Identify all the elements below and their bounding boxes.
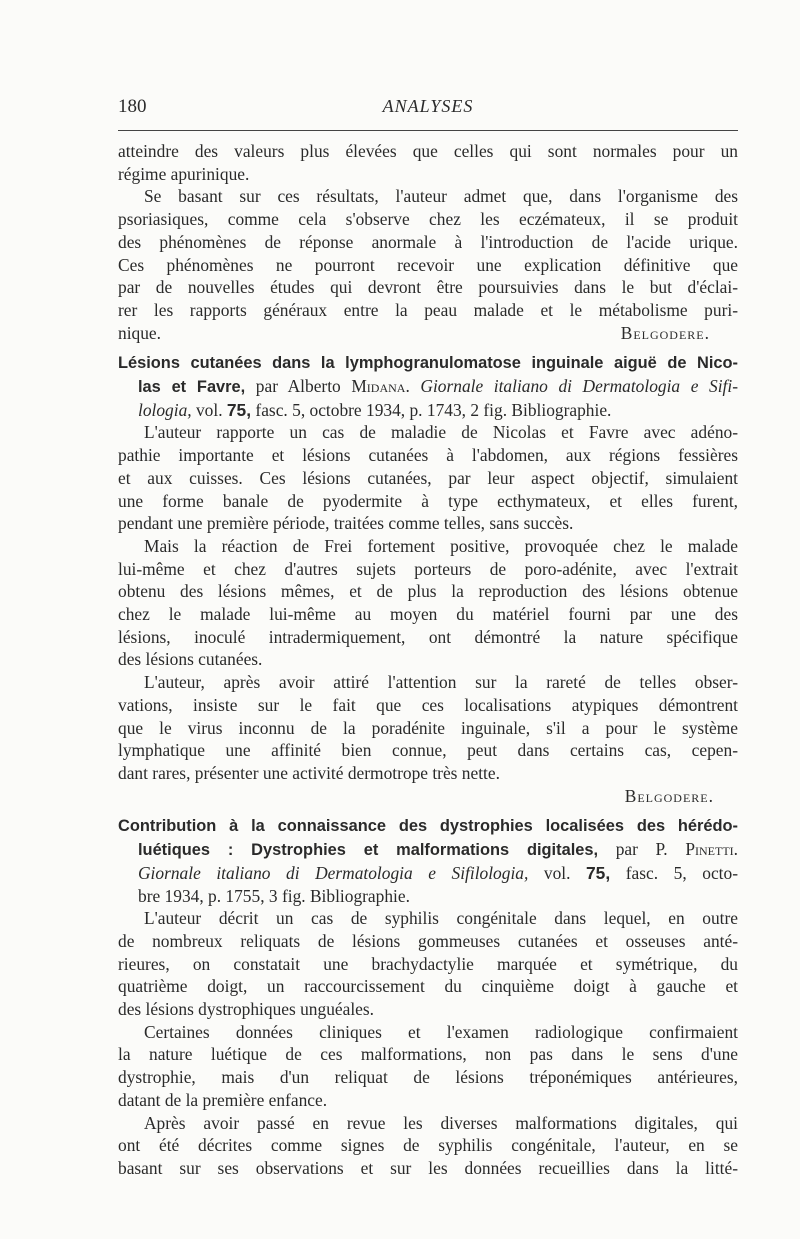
article-2-heading bbox=[118, 815, 738, 907]
text-fragment: par P. bbox=[598, 839, 686, 860]
citation-line bbox=[118, 862, 738, 885]
page-header bbox=[118, 96, 738, 122]
article-1-paragraph-1 bbox=[118, 421, 738, 535]
citation-line bbox=[118, 838, 738, 862]
text-line: de nombreux reliquats de lésions gommeuses cutanées et osseuses anté- bbox=[118, 930, 738, 951]
article-2-paragraph-1 bbox=[118, 907, 738, 1021]
text-line: L'auteur rapporte un cas de maladie de Nicolas et Favre avec adéno- bbox=[144, 422, 738, 443]
text-line: des lésions cutanées. bbox=[118, 649, 263, 670]
text-fragment: fasc. 5, octobre 1934, p. 1743, 2 fig. Bibliographie. bbox=[251, 399, 612, 420]
article-1-paragraph-2 bbox=[118, 535, 738, 671]
text-line: rer les rapports généraux entre la peau malade et le métabolisme puri- bbox=[118, 299, 738, 320]
text-line: des lésions dystrophiques unguéales. bbox=[118, 999, 374, 1020]
article-title: Contribution à la connaissance des dystrophies localisées des hérédo- bbox=[118, 817, 738, 836]
text-line: quatrième doigt, un raccourcissement du cinquième doigt à gauche et bbox=[118, 976, 738, 997]
article-1-paragraph-3 bbox=[118, 671, 738, 785]
text-line: Certaines données cliniques et l'examen radiologique confirmaient bbox=[144, 1021, 738, 1042]
text-line: datant de la première enfance. bbox=[118, 1089, 328, 1110]
text-line: régime apurinique. bbox=[118, 163, 250, 184]
text-line: obtenu des lésions mêmes, et de plus la reproduction des lésions obtenue bbox=[118, 581, 738, 602]
text-line: basant sur ses observations et sur les données recueillies dans la litté- bbox=[118, 1157, 738, 1178]
text-line: une forme banale de pyodermite à type ecthymateux, et elles furent, bbox=[118, 490, 738, 511]
journal-name: Giornale italiano di Dermatologia e Sifi- bbox=[409, 376, 738, 397]
text-line: par de nouvelles études qui devront être poursuivies dans le but d'éclai- bbox=[118, 277, 738, 298]
text-line: lésions, inoculé intradermiquement, ont démontré la nature spécifique bbox=[118, 626, 738, 647]
text-line: et aux cuisses. Ces lésions cutanées, par leur aspect objectif, simulaient bbox=[118, 467, 738, 488]
intro-paragraph-2 bbox=[118, 185, 738, 344]
text-line: atteindre des valeurs plus élevées que celles qui sont normales pour un bbox=[118, 141, 738, 161]
author-name: Midana. bbox=[351, 376, 410, 397]
citation-line: bre 1934, p. 1755, 3 fig. Bibliographie. bbox=[138, 885, 410, 906]
text-line: psoriasiques, comme cela s'observe chez les eczémateux, il se produit bbox=[118, 209, 738, 230]
text-line: que le virus inconnu de la poradénite inguinale, s'il a pour le système bbox=[118, 717, 738, 738]
text-line: Après avoir passé en revue les diverses malformations digitales, qui bbox=[144, 1112, 738, 1133]
text-line: L'auteur, après avoir attiré l'attention sur la rareté de telles obser- bbox=[144, 672, 738, 693]
text-line: lymphatique une affinité bien connue, peut dans certains cas, cepen- bbox=[118, 740, 738, 761]
text-line: lui-même et chez d'autres sujets porteurs de poro-adénite, avec l'extrait bbox=[118, 558, 738, 579]
intro-paragraph-1 bbox=[118, 140, 738, 185]
text-fragment: fasc. 5, octo- bbox=[610, 862, 738, 883]
article-2-paragraph-2 bbox=[118, 1021, 738, 1112]
citation-line bbox=[118, 399, 738, 422]
reviewer-signature: Belgodere. bbox=[624, 785, 714, 806]
text-fragment: par Alberto bbox=[245, 376, 352, 397]
text-line: Mais la réaction de Frei fortement positive, provoquée chez le malade bbox=[144, 535, 738, 556]
text-fragment: vol. bbox=[191, 399, 227, 420]
citation-line bbox=[118, 375, 738, 399]
text-line: des phénomènes de réponse anormale à l'introduction de l'acide urique. bbox=[118, 231, 738, 252]
volume-number: 75, bbox=[226, 399, 252, 420]
text-line: ont été décrites comme signes de syphilis congénitale, l'auteur, en se bbox=[118, 1135, 738, 1156]
text-line: pathie importante et lésions cutanées à l'abdomen, aux régions fessières bbox=[118, 445, 738, 466]
article-title: Lésions cutanées dans la lymphogranulomatose inguinale aiguë de Nico- bbox=[118, 354, 738, 373]
page-number: 180 bbox=[118, 96, 147, 117]
text-line: dant rares, présenter une activité dermotrope très nette. bbox=[118, 762, 500, 783]
article-2-paragraph-3 bbox=[118, 1112, 738, 1180]
text-line: Se basant sur ces résultats, l'auteur admet que, dans l'organisme des bbox=[144, 186, 738, 207]
author-name: Pinetti. bbox=[685, 839, 738, 860]
journal-name: Giornale italiano di Dermatologia e Sifilologia, bbox=[138, 862, 529, 883]
article-1-heading bbox=[118, 352, 738, 421]
text-line: chez le malade lui-même au moyen du matériel fourni par une des bbox=[118, 604, 738, 625]
text-fragment: nique. bbox=[118, 322, 161, 343]
header-rule bbox=[118, 130, 738, 131]
text-fragment: vol. bbox=[528, 862, 587, 883]
reviewer-signature: Belgodere. bbox=[620, 322, 710, 343]
text-line bbox=[118, 322, 738, 345]
page-body bbox=[118, 140, 738, 1180]
article-title: luétiques : Dystrophies et malformations digitales, bbox=[138, 841, 599, 860]
text-line: pendant une première période, traitées comme telles, sans succès. bbox=[118, 513, 574, 534]
text-line: rieures, on constatait une brachydactylie marquée et symétrique, du bbox=[118, 953, 738, 974]
running-title: ANALYSES bbox=[382, 96, 474, 116]
text-line: dystrophie, mais d'un reliquat de lésions tréponémiques antérieures, bbox=[118, 1067, 738, 1088]
journal-name: lologia, bbox=[138, 399, 192, 420]
volume-number: 75, bbox=[586, 862, 611, 883]
text-line: Ces phénomènes ne pourront recevoir une explication définitive que bbox=[118, 254, 738, 275]
text-line: L'auteur décrit un cas de syphilis congénitale dans lequel, en outre bbox=[144, 908, 738, 929]
text-line: la nature luétique de ces malformations, non pas dans le sens d'une bbox=[118, 1044, 738, 1065]
article-title: las et Favre, bbox=[138, 378, 246, 397]
text-line: vations, insiste sur le fait que ces localisations atypiques démontrent bbox=[118, 694, 738, 715]
